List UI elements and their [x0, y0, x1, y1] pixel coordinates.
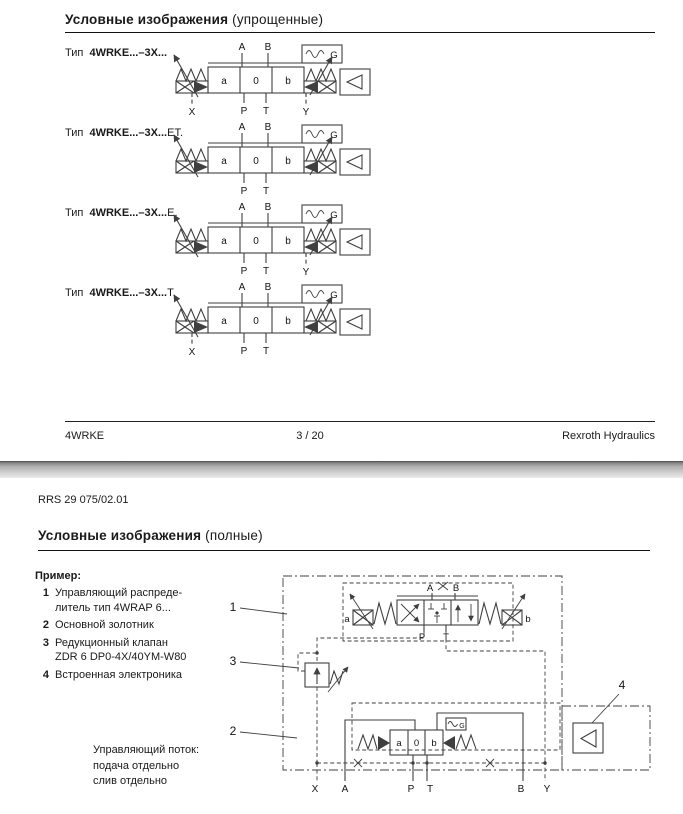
right-solenoid [304, 81, 336, 93]
page1-heading-rule [65, 32, 655, 33]
left-spring [176, 69, 206, 81]
page-separator [0, 461, 683, 479]
work-line-a [345, 720, 415, 781]
port-x-label: X [188, 107, 196, 118]
footer-page-number: 3 / 20 [296, 430, 324, 442]
position-b-label: b [285, 316, 291, 327]
example-item-4: 4 Встроенная электроника [42, 668, 183, 681]
svg-text:G: G [459, 723, 465, 730]
valve-symbol-svg [148, 41, 418, 121]
example-item-2: 2 Основной золотник [42, 619, 154, 631]
right-solenoid [304, 241, 336, 253]
port-b-label: B [264, 202, 272, 213]
example-title: Пример: [35, 570, 82, 582]
callout-3-leader [240, 662, 299, 668]
port-x-group [189, 333, 196, 358]
port-a-label: A [238, 42, 246, 53]
position-0-label: 0 [253, 316, 259, 327]
page-2 [0, 478, 683, 814]
position-b-label: b [285, 156, 291, 167]
position-a-label: a [221, 76, 227, 87]
transducer-g-label: G [330, 290, 338, 301]
right-solenoid [304, 321, 336, 333]
valve-type-label: Тип 4WRKE...–3X...T. [65, 287, 176, 299]
position-transducer [302, 125, 342, 143]
position-transducer [302, 205, 342, 223]
valve-type-label: Тип 4WRKE...–3X... [65, 47, 168, 59]
port-y-group [303, 253, 310, 278]
page2-heading-normal: (полные) [201, 528, 263, 543]
port-t-label: T [262, 346, 270, 357]
assembly-boundary [283, 576, 562, 770]
port-x-label: X [311, 784, 319, 795]
position-0-label: 0 [253, 76, 259, 87]
valve-row-4 [65, 281, 625, 361]
port-t-group [263, 93, 269, 117]
example-item-3: 3 Редукционный клапан ZDR 6 DP0-4X/40YM-W80 [42, 636, 187, 663]
page1-heading [65, 12, 323, 27]
port-a-label: A [238, 122, 246, 133]
pilot-port-t: T [443, 632, 449, 643]
port-a-label: A [238, 282, 246, 293]
port-p-group [241, 93, 248, 117]
callout-4: 4 [618, 678, 626, 692]
left-spring [176, 149, 206, 161]
callout-2-leader [240, 732, 297, 738]
port-b-label: B [517, 784, 525, 795]
right-solenoid [304, 161, 336, 173]
port-p-group [241, 333, 248, 357]
electronics-box [340, 229, 370, 255]
port-t-group [263, 253, 269, 277]
valve-symbol-svg [148, 201, 418, 281]
example-list [35, 570, 225, 685]
footer-rule [65, 421, 655, 422]
position-a-label: a [221, 236, 227, 247]
port-x-group [189, 93, 196, 118]
electronics-box [573, 723, 603, 753]
pilot-pressure-line [317, 632, 424, 663]
plug-mark-right [486, 759, 494, 767]
callout-1: 1 [229, 600, 237, 614]
port-y-group [303, 93, 310, 118]
callout-2: 2 [229, 724, 237, 738]
pilot-valve [344, 582, 530, 643]
port-p-label: P [240, 266, 248, 277]
pilot-port-p: P [418, 632, 426, 643]
example-item-1: 1 Управляющий распреде- литель тип 4WRAP 6... [42, 587, 183, 614]
callout-4-leader [592, 694, 619, 723]
port-b-label: B [264, 282, 272, 293]
pilot-port-a: A [426, 583, 434, 594]
valve-symbol [148, 281, 418, 361]
page2-heading-rule [38, 550, 650, 551]
page2-heading [38, 528, 263, 543]
valve-row-3 [65, 201, 625, 281]
position-b-label: b [285, 76, 291, 87]
main-position-a: a [396, 738, 402, 749]
port-a-label: A [238, 202, 246, 213]
transducer-g-label: G [330, 210, 338, 221]
position-a-label: a [221, 156, 227, 167]
valve-symbol [148, 41, 418, 121]
transducer-g-label: G [330, 130, 338, 141]
valve-type-label: Тип 4WRKE...–3X...ET. [65, 127, 184, 139]
valve-type-label: Тип 4WRKE...–3X...E. [65, 207, 178, 219]
port-y-label: Y [302, 267, 310, 278]
electronics-boundary [562, 706, 650, 770]
valve-type-rows [65, 41, 625, 361]
pilot-drain-line [446, 632, 545, 761]
valve-row-2 [65, 121, 625, 201]
plug-mark-left [354, 759, 362, 767]
left-spring [176, 309, 206, 321]
position-0-label: 0 [253, 156, 259, 167]
pilot-flow-note: Управляющий поток: подача отдельно слив отдельно [93, 744, 200, 787]
port-t-group [263, 333, 269, 357]
full-symbol-diagram [225, 563, 665, 808]
port-p-label: P [407, 784, 415, 795]
valve-row-1 [65, 41, 625, 121]
position-0-label: 0 [253, 236, 259, 247]
port-t-label: T [262, 266, 270, 277]
port-p-label: P [240, 186, 248, 197]
port-y-label: Y [302, 107, 310, 118]
callout-3: 3 [229, 654, 237, 668]
valve-symbol [148, 201, 418, 281]
main-position-transducer [446, 718, 466, 730]
port-a-label: A [341, 784, 349, 795]
port-b-label: B [264, 42, 272, 53]
port-p-group [241, 173, 248, 197]
page2-heading-bold: Условные изображения [38, 528, 202, 543]
position-transducer [302, 285, 342, 303]
pilot-b-side-label: b [525, 614, 531, 625]
reducing-valve [298, 651, 348, 692]
callout-1-leader [240, 608, 287, 614]
port-t-label: T [426, 784, 434, 795]
page1-heading-bold: Условные изображения [65, 12, 229, 27]
port-t-label: T [262, 106, 270, 117]
position-b-label: b [285, 236, 291, 247]
valve-symbol [148, 121, 418, 201]
position-transducer [302, 45, 342, 63]
footer-left: 4WRKE [65, 430, 105, 442]
port-t-group [263, 173, 269, 197]
port-t-label: T [262, 186, 270, 197]
port-y-label: Y [543, 784, 551, 795]
page1-heading-normal: (упрощенные) [228, 12, 324, 27]
port-p-label: P [240, 346, 248, 357]
transducer-g-label: G [330, 50, 338, 61]
port-p-label: P [240, 106, 248, 117]
main-position-b: b [431, 738, 437, 749]
main-position-0: 0 [413, 738, 420, 749]
left-spring [176, 229, 206, 241]
valve-symbol-svg [148, 281, 418, 361]
footer-brand: Rexroth Hydraulics [562, 430, 655, 442]
pilot-port-b: B [452, 583, 460, 594]
port-x-label: X [188, 347, 196, 358]
pilot-a-side-label: a [344, 614, 350, 625]
electronics-box [340, 149, 370, 175]
port-b-label: B [264, 122, 272, 133]
position-a-label: a [221, 316, 227, 327]
electronics-box [340, 69, 370, 95]
valve-symbol-svg [148, 121, 418, 201]
electronics-box [340, 309, 370, 335]
main-valve [358, 718, 476, 755]
document-number: RRS 29 075/02.01 [38, 494, 129, 506]
port-p-group [241, 253, 248, 277]
